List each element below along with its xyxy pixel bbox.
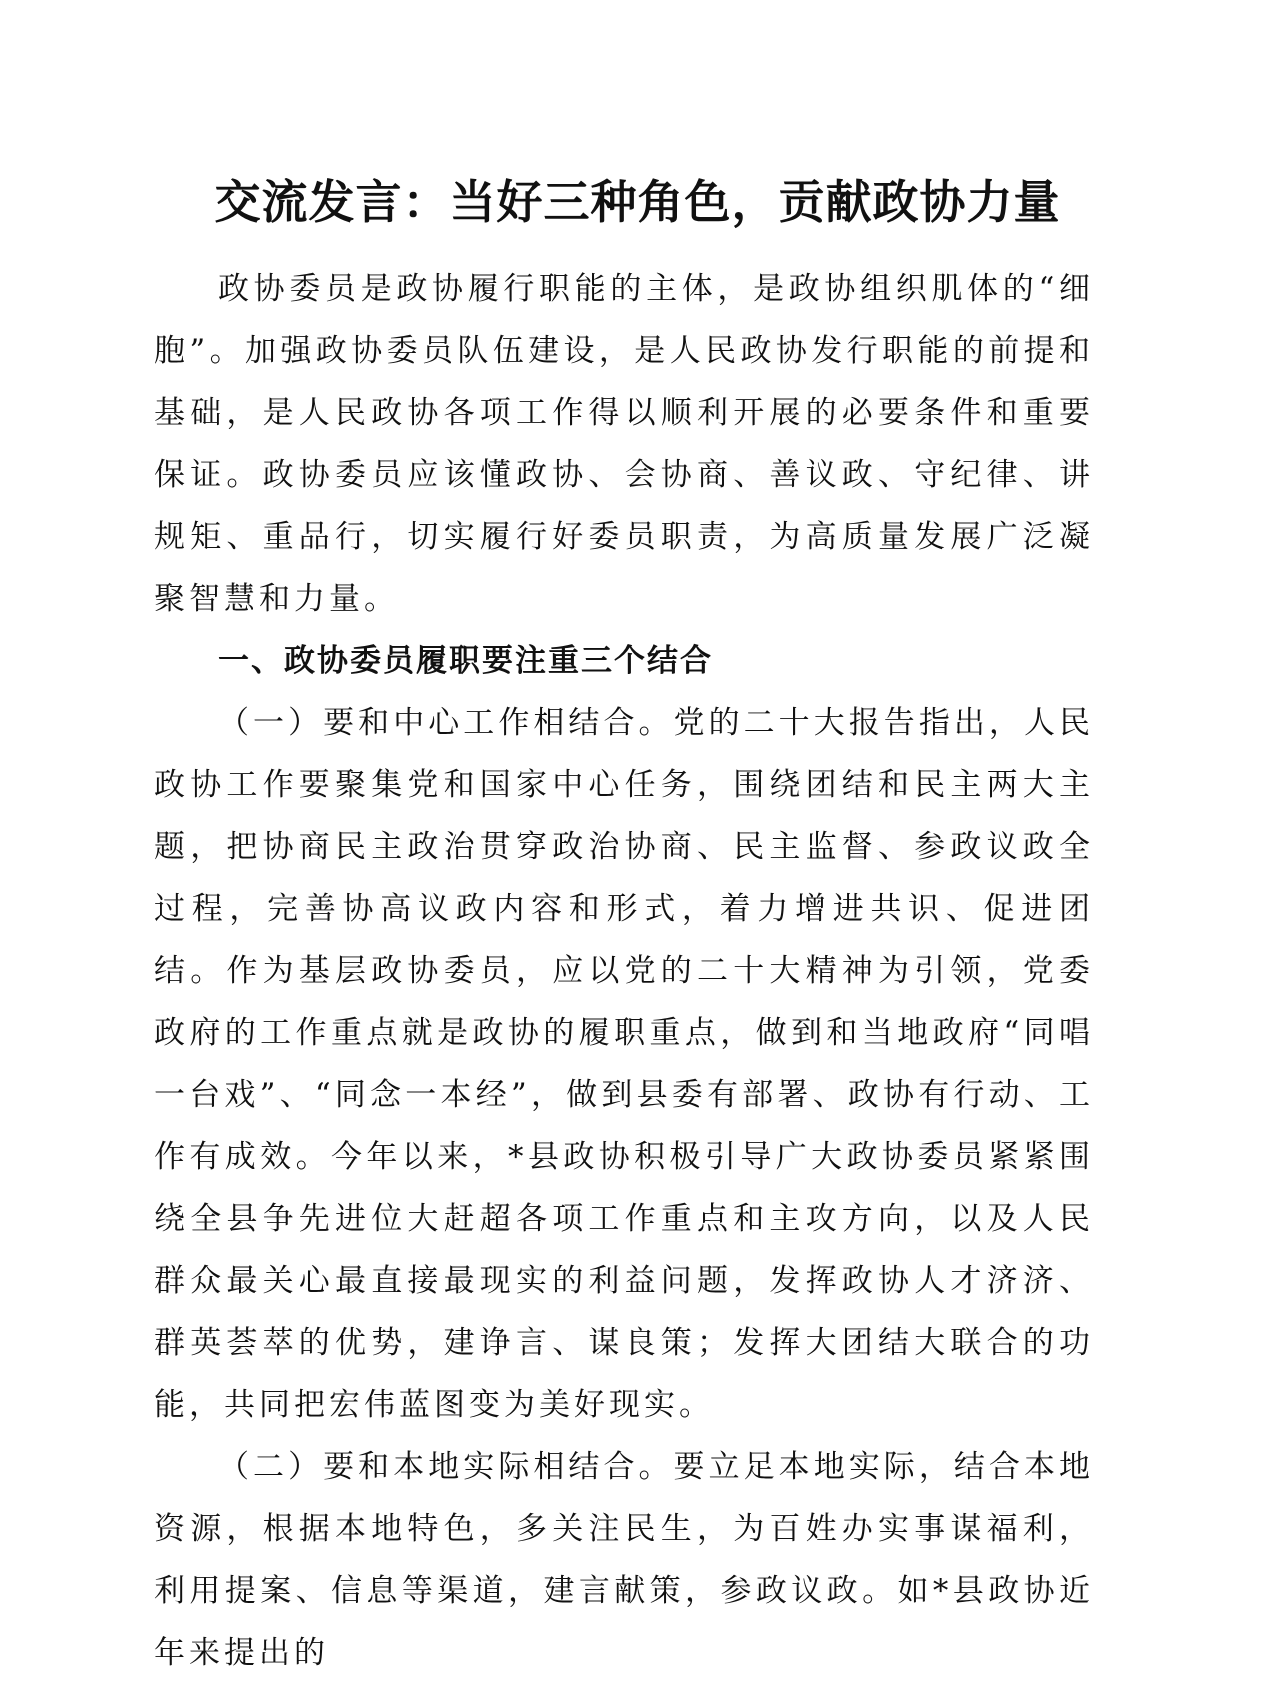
subsection-paragraph-1 — [154, 692, 1094, 1436]
intro-paragraph: 政协委员是政协履行职能的主体，是政协组织肌体的“细胞”。加强政协委员队伍建设，是人民政协发行职能的前提和基础，是人民政协各项工作得以顺利开展的必要条件和重要保证。政协委员应该懂政协、会协商、善议政、守纪律、讲规矩、重品行，切实履行好委员职责，为高质量发展广泛凝聚智慧和力量。 — [154, 271, 1094, 617]
subsection-text-2: 要立足本地实际，结合本地资源，根据本地特色，多关注民生，为百姓办实事谋福利，利用提案、信息等渠道，建言献策，参政议政。如*县政协近年来提出的 — [154, 1449, 1095, 1671]
section-heading-1: 一、政协委员履职要注重三个结合 — [218, 643, 713, 679]
document-title: 交流发言：当好三种角色，贡献政协力量 — [214, 175, 1061, 229]
subsection-lead-2: （二）要和本地实际相结合。 — [218, 1449, 674, 1485]
subsection-lead-1: （一）要和中心工作相结合。 — [218, 705, 674, 741]
subsection-text-1: 党的二十大报告指出，人民政协工作要聚集党和国家中心任务，围绕团结和民主两大主题，把协商民主政治贯穿政治协商、民主监督、参政议政全过程，完善协高议政内容和形式，着力增进共识、促进团结。作为基层政协委员，应以党的二十大精神为引领，党委政府的工作重点就是政协的履职重点，做到和当地政府“同唱一台戏”、“同念一本经”，做到县委有部署、政协有行动、工作有成效。今年以来，*县政协积极引导广大政协委员紧紧围绕全县争先进位大赶超各项工作重点和主攻方向，以及人民群众最关心最直接最现实的利益问题，发挥政协人才济济、群英荟萃的优势，建诤言、谋良策；发挥大团结大联合的功能，共同把宏伟蓝图变为美好现实。 — [154, 705, 1095, 1423]
document-body — [154, 258, 1094, 1684]
subsection-paragraph-2 — [154, 1436, 1094, 1684]
